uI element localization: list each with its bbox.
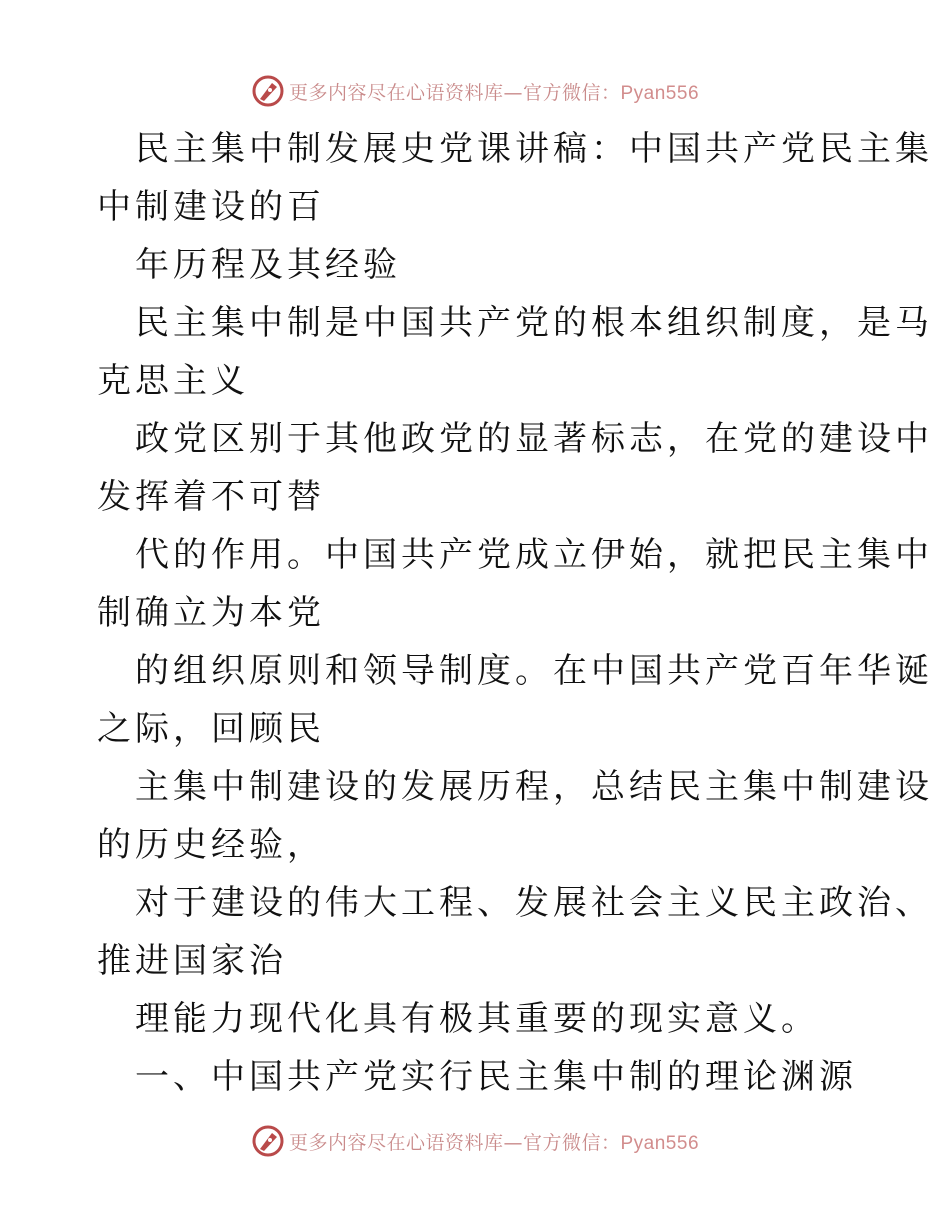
header-watermark (0, 71, 950, 111)
wechat-id: Pyan556 (620, 1132, 700, 1154)
watermark-text: 更多内容尽在心语资料库—官方微信：Pyan556 (288, 81, 700, 104)
paragraph-line: 发挥着不可替 (97, 477, 325, 517)
wechat-id: Pyan556 (620, 82, 700, 104)
paragraph-line: 的组织原则和领导制度。在中国共产党百年华诞 (135, 651, 933, 691)
footer-watermark (0, 1121, 950, 1161)
paragraph-line: 理能力现代化具有极其重要的现实意义。 (135, 999, 819, 1039)
paragraph-line: 代的作用。中国共产党成立伊始，就把民主集中 (135, 535, 933, 575)
paragraph-line: 政党区别于其他政党的显著标志，在党的建设中 (135, 419, 933, 459)
paragraph-line: 主集中制建设的发展历程，总结民主集中制建设 (135, 767, 933, 807)
paragraph-line: 克思主义 (97, 361, 249, 401)
paragraph-line: 的历史经验， (97, 825, 325, 865)
paragraph-line: 制确立为本党 (97, 593, 325, 633)
paragraph-line: 推进国家治 (97, 941, 287, 981)
pen-nib-circle-icon (251, 1124, 285, 1158)
title-line: 民主集中制发展史党课讲稿：中国共产党民主集 (135, 129, 933, 169)
paragraph-line: 民主集中制是中国共产党的根本组织制度，是马 (135, 303, 933, 343)
paragraph-line: 之际，回顾民 (97, 709, 325, 749)
document-body (97, 120, 933, 1106)
paragraph-line: 对于建设的伟大工程、发展社会主义民主政治、 (135, 883, 933, 923)
section-heading: 一、中国共产党实行民主集中制的理论渊源 (135, 1057, 857, 1097)
watermark-text: 更多内容尽在心语资料库—官方微信：Pyan556 (288, 1131, 700, 1154)
pen-nib-circle-icon (251, 74, 285, 108)
title-line: 中制建设的百 (97, 187, 325, 227)
title-line: 年历程及其经验 (135, 245, 401, 285)
